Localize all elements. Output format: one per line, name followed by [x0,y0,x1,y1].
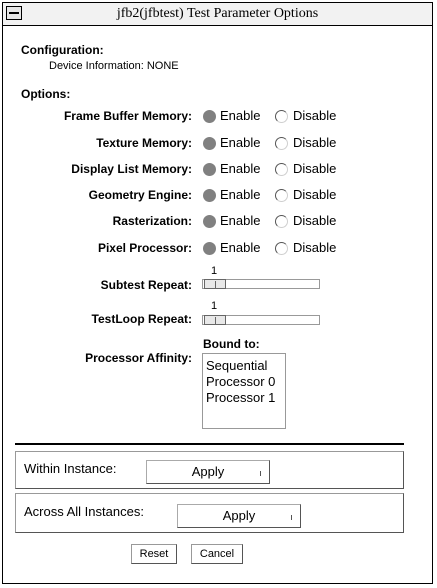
within-instance-apply-button[interactable]: Apply [146,460,270,484]
title-bar[interactable] [3,3,432,26]
bound-to-label: Bound to: [203,337,260,351]
within-instance-panel [15,451,404,489]
list-item[interactable]: Processor 0 [206,374,276,389]
device-information: Device Information: NONE [49,60,179,72]
option-label: Rasterization: [112,214,192,228]
geometry-engine-enable-radio[interactable] [203,189,216,202]
disable-label: Disable [293,213,337,228]
options-heading: Options: [21,87,71,101]
option-label: Pixel Processor: [97,241,192,255]
pixel-processor-enable-radio[interactable] [203,242,216,255]
window-title: jfb2(jfbtest) Test Parameter Options [116,6,319,21]
option-label: Frame Buffer Memory: [63,109,192,123]
disable-label: Disable [293,161,337,176]
reset-button[interactable]: Reset [131,544,177,564]
frame-buffer-disable-radio[interactable] [275,110,288,123]
disable-label: Disable [293,135,337,150]
processor-affinity-list[interactable] [202,353,286,429]
texture-memory-disable-radio[interactable] [275,137,288,150]
list-item[interactable]: Processor 1 [206,390,276,405]
enable-label: Enable [220,240,261,255]
across-instances-panel [15,493,404,533]
cancel-button[interactable]: Cancel [191,544,243,564]
across-instances-label: Across All Instances: [24,504,144,519]
enable-label: Enable [220,135,261,150]
subtest-repeat-slider-thumb[interactable] [204,279,226,289]
frame-buffer-enable-radio[interactable] [203,110,216,123]
option-label: Display List Memory: [71,162,192,176]
subtest-repeat-value: 1 [211,265,218,277]
rasterization-enable-radio[interactable] [203,215,216,228]
within-instance-label: Within Instance: [24,461,117,476]
enable-label: Enable [220,161,261,176]
testloop-repeat-label: TestLoop Repeat: [91,312,192,326]
rasterization-disable-radio[interactable] [275,215,288,228]
disable-label: Disable [293,108,337,123]
list-item[interactable]: Sequential [206,358,268,373]
display-list-disable-radio[interactable] [275,163,288,176]
enable-label: Enable [220,108,261,123]
disable-label: Disable [293,187,337,202]
option-label: Geometry Engine: [88,188,192,202]
testloop-repeat-slider-thumb[interactable] [204,315,226,325]
subtest-repeat-label: Subtest Repeat: [100,278,192,292]
across-instances-apply-button[interactable]: Apply [177,504,301,528]
pixel-processor-disable-radio[interactable] [275,242,288,255]
configuration-heading: Configuration: [21,43,104,57]
display-list-enable-radio[interactable] [203,163,216,176]
geometry-engine-disable-radio[interactable] [275,189,288,202]
texture-memory-enable-radio[interactable] [203,137,216,150]
enable-label: Enable [220,187,261,202]
testloop-repeat-value: 1 [211,300,218,312]
option-label: Texture Memory: [96,136,192,150]
separator [15,443,404,445]
disable-label: Disable [293,240,337,255]
processor-affinity-label: Processor Affinity: [85,351,192,365]
enable-label: Enable [220,213,261,228]
test-parameter-options-window [2,2,433,584]
